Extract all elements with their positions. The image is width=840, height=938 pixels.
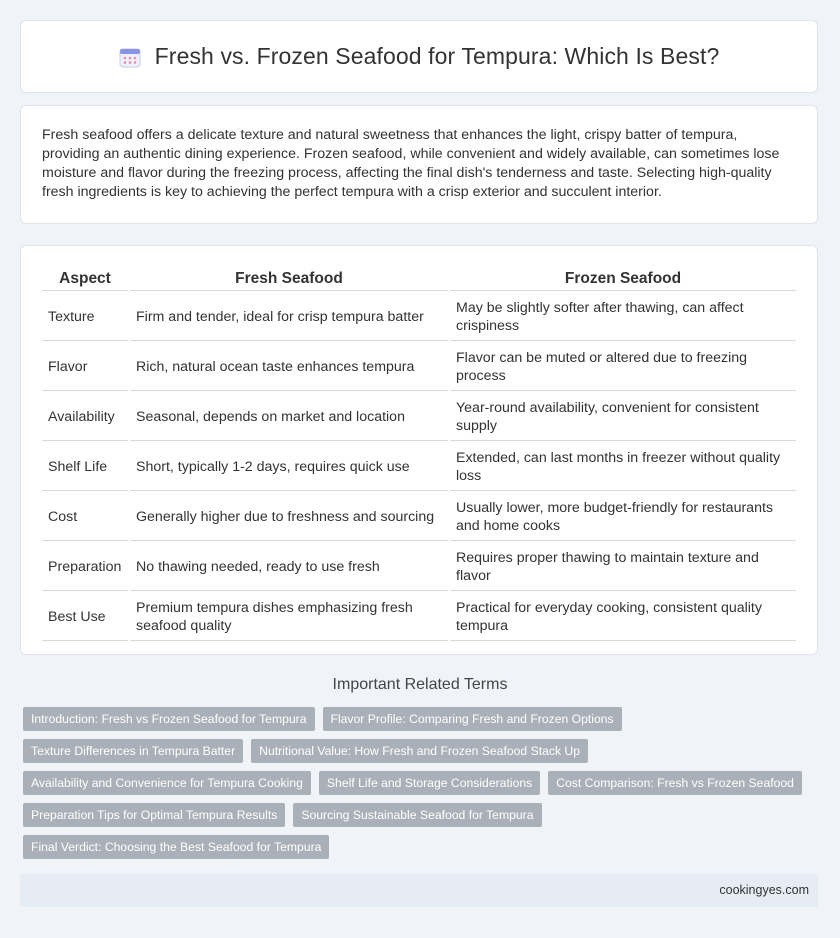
cell-aspect: Texture bbox=[42, 293, 128, 341]
related-term-tag[interactable]: Nutritional Value: How Fresh and Frozen Seafood Stack Up bbox=[251, 739, 588, 763]
cell-frozen: May be slightly softer after thawing, can affect crispiness bbox=[450, 293, 796, 341]
related-term-tag[interactable]: Cost Comparison: Fresh vs Frozen Seafood bbox=[548, 771, 802, 795]
table-row bbox=[42, 543, 796, 591]
cell-frozen: Year-round availability, convenient for consistent supply bbox=[450, 393, 796, 441]
cell-fresh: Premium tempura dishes emphasizing fresh seafood quality bbox=[130, 593, 448, 641]
related-term-tag[interactable]: Shelf Life and Storage Considerations bbox=[319, 771, 540, 795]
cell-aspect: Availability bbox=[42, 393, 128, 441]
related-term-tag[interactable]: Final Verdict: Choosing the Best Seafood for Tempura bbox=[23, 835, 329, 859]
table-row bbox=[42, 393, 796, 441]
cell-frozen: Practical for everyday cooking, consistent quality tempura bbox=[450, 593, 796, 641]
cell-fresh: No thawing needed, ready to use fresh bbox=[130, 543, 448, 591]
cell-aspect: Shelf Life bbox=[42, 443, 128, 491]
comparison-table bbox=[40, 266, 798, 643]
related-term-tag[interactable]: Availability and Convenience for Tempura Cooking bbox=[23, 771, 311, 795]
related-term-tag[interactable]: Introduction: Fresh vs Frozen Seafood for Tempura bbox=[23, 707, 315, 731]
cell-fresh: Rich, natural ocean taste enhances tempura bbox=[130, 343, 448, 391]
cell-aspect: Preparation bbox=[42, 543, 128, 591]
cell-frozen: Requires proper thawing to maintain texture and flavor bbox=[450, 543, 796, 591]
table-header-row bbox=[42, 268, 796, 291]
related-term-tag[interactable]: Flavor Profile: Comparing Fresh and Frozen Options bbox=[323, 707, 622, 731]
cell-frozen: Extended, can last months in freezer without quality loss bbox=[450, 443, 796, 491]
column-header-aspect: Aspect bbox=[42, 268, 128, 291]
cell-aspect: Best Use bbox=[42, 593, 128, 641]
cell-fresh: Seasonal, depends on market and location bbox=[130, 393, 448, 441]
cell-frozen: Flavor can be muted or altered due to freezing process bbox=[450, 343, 796, 391]
related-term-tag[interactable]: Preparation Tips for Optimal Tempura Results bbox=[23, 803, 285, 827]
table-row bbox=[42, 493, 796, 541]
calendar-icon bbox=[119, 46, 141, 68]
intro-text: Fresh seafood offers a delicate texture and natural sweetness that enhances the light, crispy batter of tempura, providing an authentic dining experience. Frozen seafood, while convenient and widely available, can sometimes lose moisture and flavor during the freezing process, affecting the final dish's tenderness and taste. Selecting high-quality fresh ingredients is key to achieving the perfect tempura with a crisp exterior and succulent interior. bbox=[42, 127, 780, 200]
cell-fresh: Short, typically 1-2 days, requires quick use bbox=[130, 443, 448, 491]
cell-fresh: Generally higher due to freshness and sourcing bbox=[130, 493, 448, 541]
page-title: Fresh vs. Frozen Seafood for Tempura: Which Is Best? bbox=[154, 43, 720, 69]
page-header bbox=[20, 20, 818, 93]
cell-frozen: Usually lower, more budget-friendly for restaurants and home cooks bbox=[450, 493, 796, 541]
footer-site[interactable]: cookingyes.com bbox=[719, 883, 809, 897]
cell-aspect: Cost bbox=[42, 493, 128, 541]
related-terms-title: Important Related Terms bbox=[332, 676, 508, 693]
table-row bbox=[42, 443, 796, 491]
related-term-tag[interactable]: Sourcing Sustainable Seafood for Tempura bbox=[293, 803, 541, 827]
intro-card bbox=[20, 105, 818, 224]
column-header-frozen: Frozen Seafood bbox=[450, 268, 796, 291]
cell-fresh: Firm and tender, ideal for crisp tempura batter bbox=[130, 293, 448, 341]
cell-aspect: Flavor bbox=[42, 343, 128, 391]
table-row bbox=[42, 293, 796, 341]
column-header-fresh: Fresh Seafood bbox=[130, 268, 448, 291]
related-term-tag[interactable]: Texture Differences in Tempura Batter bbox=[23, 739, 243, 763]
related-terms-list bbox=[23, 707, 813, 867]
footer bbox=[20, 874, 818, 907]
table-row bbox=[42, 343, 796, 391]
table-row bbox=[42, 593, 796, 641]
comparison-card bbox=[20, 245, 818, 655]
